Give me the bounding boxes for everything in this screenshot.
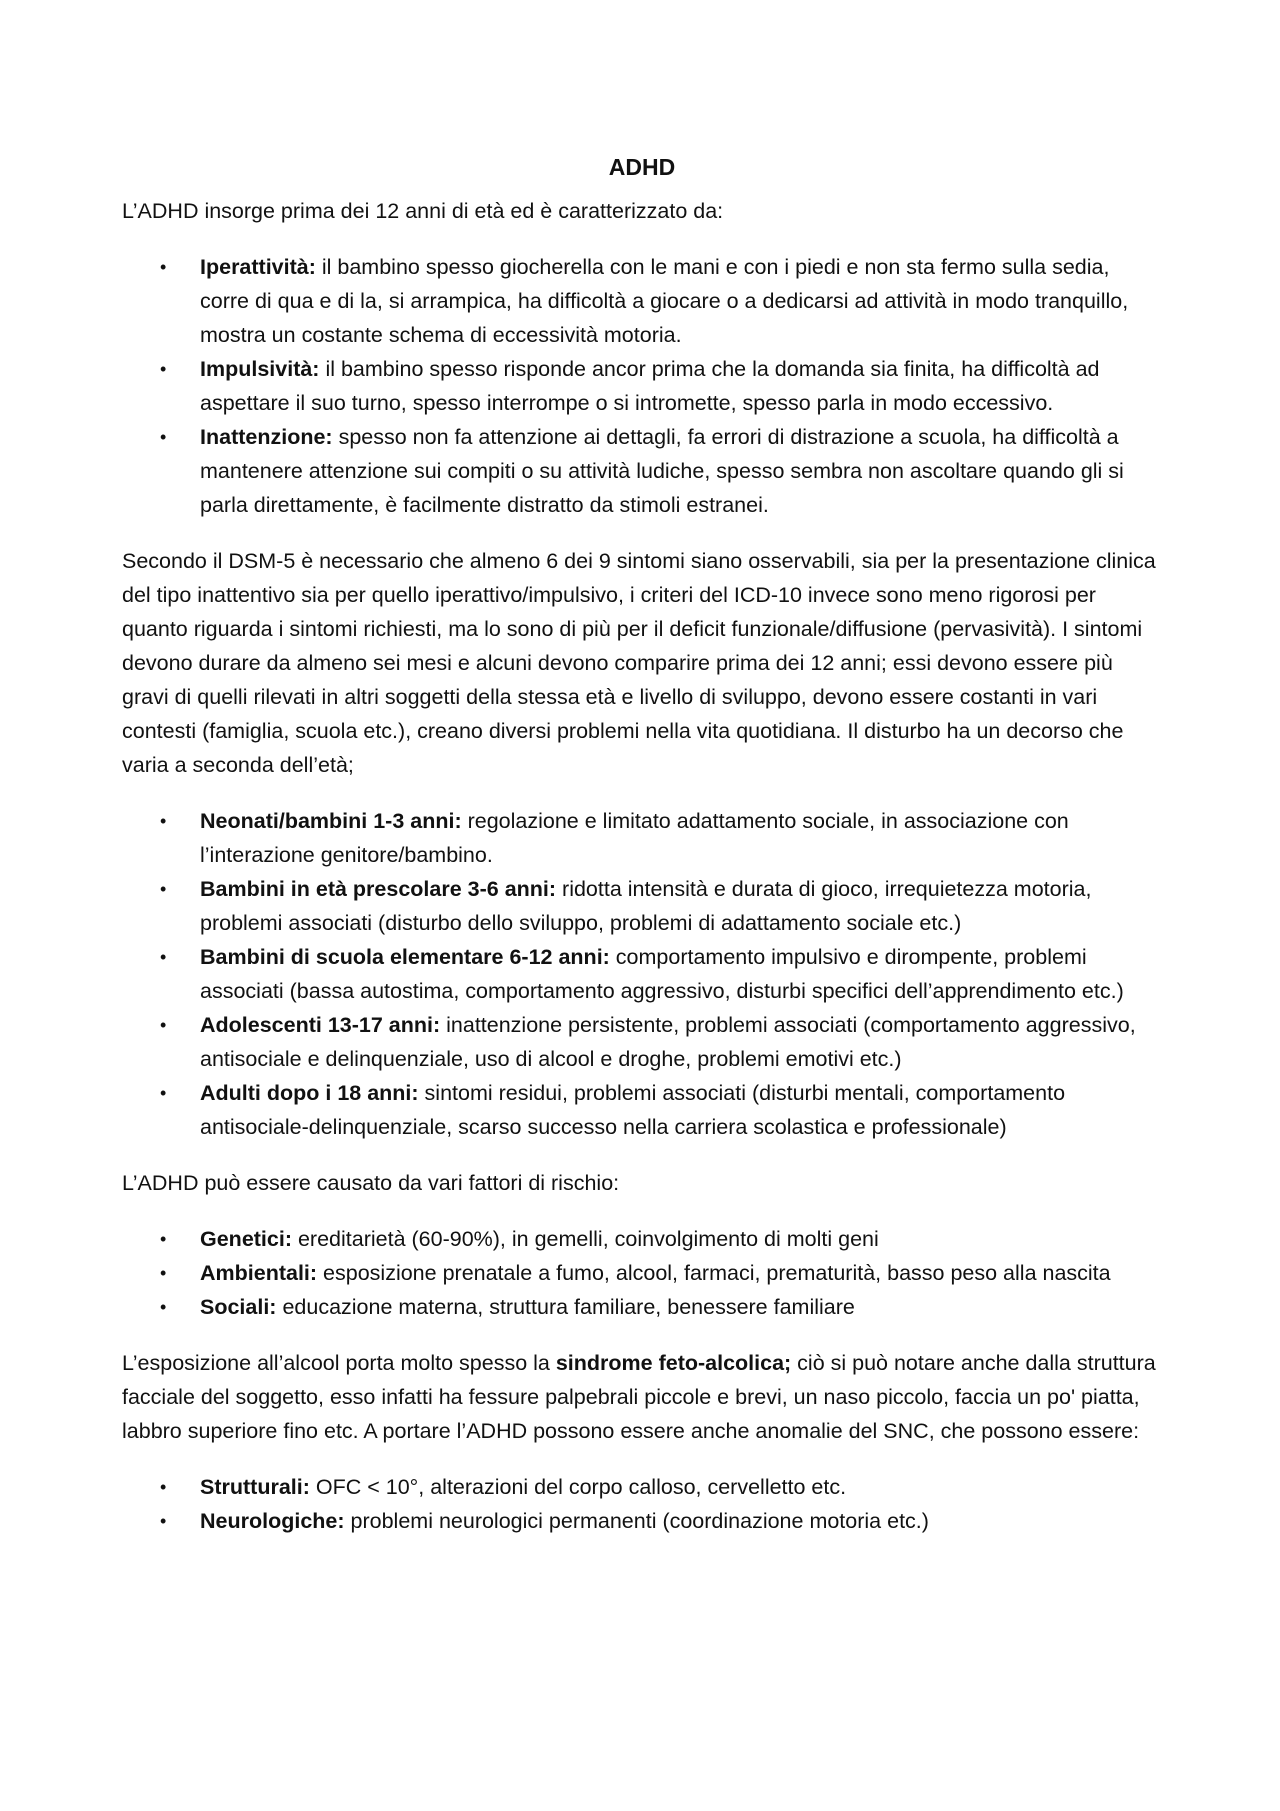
cns-anomalies-list [122,1470,1162,1538]
list-item-text: regolazione e limitato adattamento sociale, in associazione con l’interazione genitore/bambino. [200,809,1069,867]
list-item-text: il bambino spesso giocherella con le mani e con i piedi e non sta fermo sulla sedia, corre di qua e di la, si arrampica, ha difficoltà a giocare o a dedicarsi ad attività in modo tranquillo, mostra un costante schema di eccessività motoria. [200,255,1129,347]
bullet-icon: • [160,1015,167,1035]
list-item [160,940,1162,1008]
list-item [160,1504,1162,1538]
list-item-term: Adolescenti 13-17 anni: [200,1013,441,1037]
bullet-icon: • [160,1477,167,1497]
list-item [160,352,1162,420]
list-item-text: comportamento impulsivo e dirompente, problemi associati (bassa autostima, comportamento aggressivo, disturbi specifici dell’apprendimento etc.) [200,945,1124,1003]
bullet-icon: • [160,1229,167,1249]
bullet-icon: • [160,257,167,277]
list-item [160,1470,1162,1504]
list-item-term: Adulti dopo i 18 anni: [200,1081,419,1105]
bullet-icon: • [160,1263,167,1283]
list-item-text: il bambino spesso risponde ancor prima che la domanda sia finita, ha difficoltà ad aspettare il suo turno, spesso interrompe o si intromette, spesso parla in modo eccessivo. [200,357,1100,415]
symptoms-list [122,250,1162,522]
intro-paragraph: L’ADHD insorge prima dei 12 anni di età ed è caratterizzato da: [122,199,724,223]
list-item [160,250,1162,352]
list-item-text: ereditarietà (60-90%), in gemelli, coinvolgimento di molti geni [292,1227,879,1251]
document-page [122,150,1162,1560]
risk-factors-list [122,1222,1162,1324]
dsm-paragraph: Secondo il DSM-5 è necessario che almeno 6 dei 9 sintomi siano osservabili, sia per la presentazione clinica del tipo inattentivo sia per quello iperattivo/impulsivo, i criteri del ICD-10 invece sono meno rigorosi per quanto riguarda i sintomi richiesti, ma lo sono di più per il deficit funzionale/diffusione (pervasività). I sintomi devono durare da almeno sei mesi e alcuni devono comparire prima dei 12 anni; essi devono essere più gravi di quelli rilevati in altri soggetti della stessa età e livello di sviluppo, devono essere costanti in vari contesti (famiglia, scuola etc.), creano diversi problemi nella vita quotidiana. Il disturbo ha un decorso che varia a seconda dell’età; [122,549,1156,777]
list-item-text: OFC < 10°, alterazioni del corpo calloso, cervelletto etc. [309,1475,847,1499]
list-item-term: Neurologiche: [200,1509,345,1533]
list-item-term: Impulsività: [200,357,320,381]
list-item-text: ridotta intensità e durata di gioco, irrequietezza motoria, problemi associati (disturbo dello sviluppo, problemi di adattamento sociale etc.) [200,877,1092,935]
list-item-term: Bambini in età prescolare 3-6 anni: [200,877,557,901]
age-stages-list [122,804,1162,1144]
list-item-term: Inattenzione: [200,425,333,449]
alcohol-paragraph-before: L’esposizione all’alcool porta molto spesso la [122,1351,556,1375]
bullet-icon: • [160,427,167,447]
list-item-text: esposizione prenatale a fumo, alcool, farmaci, prematurità, basso peso alla nascita [317,1261,1111,1285]
list-item [160,872,1162,940]
bullet-icon: • [160,879,167,899]
bullet-icon: • [160,359,167,379]
list-item-text: problemi neurologici permanenti (coordinazione motoria etc.) [344,1509,929,1533]
list-item-text: spesso non fa attenzione ai dettagli, fa errori di distrazione a scuola, ha difficoltà a mantenere attenzione sui compiti o su attività ludiche, spesso sembra non ascoltare quando gli si parla direttamente, è facilmente distratto da stimoli estranei. [200,425,1124,517]
list-item-text: educazione materna, struttura familiare, benessere familiare [276,1295,855,1319]
list-item-term: Bambini di scuola elementare 6-12 anni: [200,945,610,969]
list-item-term: Ambientali: [200,1261,318,1285]
alcohol-paragraph-after: ciò si può notare anche dalla struttura facciale del soggetto, esso infatti ha fessure palpebrali piccole e brevi, un naso piccolo, faccia un po' piatta, labbro superiore fino etc. A portare l’ADHD possono essere anche anomalie del SNC, che possono essere: [122,1351,1156,1443]
list-item-term: Strutturali: [200,1475,310,1499]
list-item [160,1290,1162,1324]
alcohol-paragraph [122,1346,1162,1448]
list-item [160,1256,1162,1290]
list-item-term: Genetici: [200,1227,292,1251]
list-item [160,804,1162,872]
list-item-term: Sociali: [200,1295,277,1319]
bullet-icon: • [160,947,167,967]
bullet-icon: • [160,1083,167,1103]
list-item [160,1222,1162,1256]
alcohol-paragraph-bold: sindrome feto-alcolica; [555,1351,792,1375]
list-item [160,1076,1162,1144]
list-item-text: inattenzione persistente, problemi associati (comportamento aggressivo, antisociale e delinquenziale, uso di alcool e droghe, problemi emotivi etc.) [200,1013,1136,1071]
list-item-term: Iperattività: [200,255,316,279]
risk-intro-paragraph: L’ADHD può essere causato da vari fattori di rischio: [122,1171,620,1195]
list-item [160,1008,1162,1076]
bullet-icon: • [160,811,167,831]
bullet-icon: • [160,1511,167,1531]
list-item-text: sintomi residui, problemi associati (disturbi mentali, comportamento antisociale-delinquenziale, scarso successo nella carriera scolastica e professionale) [200,1081,1066,1139]
bullet-icon: • [160,1297,167,1317]
list-item-term: Neonati/bambini 1-3 anni: [200,809,462,833]
document-title: ADHD [608,154,676,180]
list-item [160,420,1162,522]
